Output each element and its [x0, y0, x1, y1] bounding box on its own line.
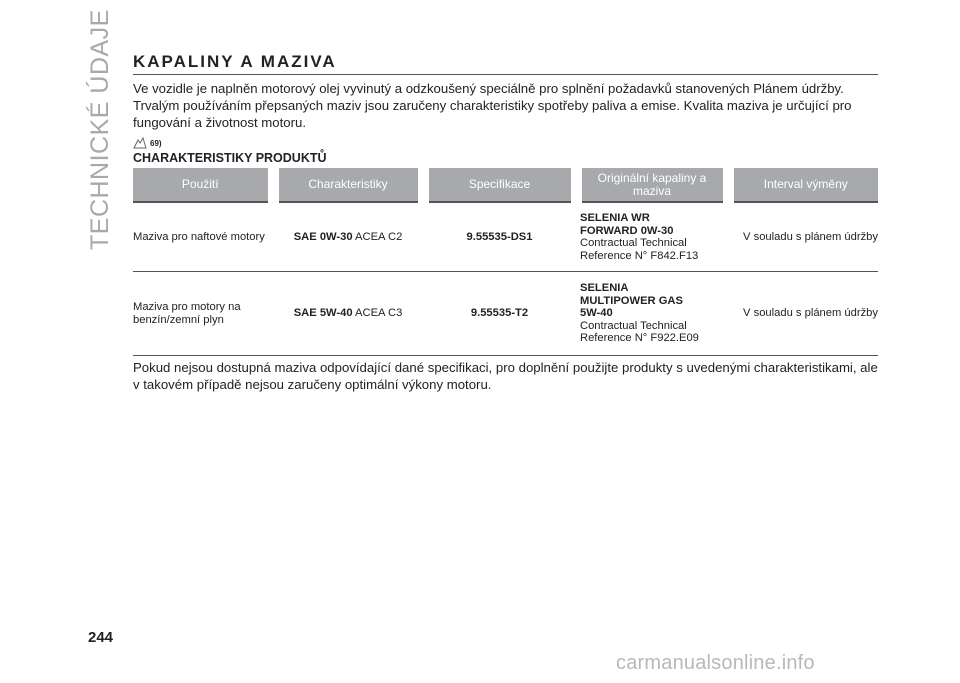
cell-original-fluid	[576, 272, 728, 356]
title-divider	[133, 74, 878, 75]
acea-class: ACEA C2	[352, 230, 403, 243]
note-paragraph: Pokud nejsou dostupná maziva odpovídající dané specifikaci, pro doplnění použijte produkty s uvedenými charakteristikami, ale v takovém případě nejsou zaručeny optimální výkony motoru.	[133, 360, 878, 392]
intro-paragraph: Ve vozidle je naplněn motorový olej vyvinutý a odzkoušený speciálně pro splnění požadavků stanovených Plánem údržby. Trvalým používáním přepsaných maziv jsou zaručeny charakteristiky spotřeby paliva a emise. Kvalita maziva je určující pro fungování a životnost motoru.	[133, 81, 852, 130]
cell-characteristics	[273, 202, 423, 272]
table-header-row	[133, 168, 878, 202]
acea-class: ACEA C3	[352, 307, 403, 320]
cell-specification: 9.55535-DS1	[423, 202, 576, 272]
fluid-name-line: 5W-40	[580, 307, 613, 320]
header-use: Použití	[133, 168, 273, 202]
page-title: KAPALINY A MAZIVA	[133, 52, 337, 71]
watermark: carmanualsonline.info	[616, 652, 815, 674]
fluid-reference: Contractual Technical Reference N° F842.F13	[580, 237, 699, 262]
header-specification: Specifikace	[423, 168, 576, 202]
warning-reference: 69)	[150, 139, 162, 148]
page-number: 244	[88, 629, 114, 646]
fluid-name-line: FORWARD 0W-30	[580, 224, 674, 237]
viscosity-grade: SAE 5W-40	[293, 307, 353, 320]
cell-specification: 9.55535-T2	[423, 272, 576, 356]
fluid-reference: Contractual Technical Reference N° F922.E09	[580, 319, 699, 345]
cell-characteristics	[273, 272, 423, 356]
table-row	[133, 202, 878, 272]
warning-hand-icon	[133, 136, 147, 148]
cell-original-fluid	[576, 202, 728, 272]
cell-use: Maziva pro naftové motory	[133, 202, 273, 272]
header-change-interval: Interval výměny	[728, 168, 878, 202]
fluid-name-line: SELENIA	[580, 282, 629, 295]
viscosity-grade: SAE 0W-30	[293, 230, 353, 243]
table-subtitle: CHARAKTERISTIKY PRODUKTŮ	[133, 151, 327, 165]
header-original-fluids: Originální kapaliny a maziva	[576, 168, 728, 202]
fluids-table	[133, 168, 878, 356]
cell-use: Maziva pro motory na benzín/zemní plyn	[133, 272, 273, 356]
table-row	[133, 272, 878, 356]
fluid-name-line: MULTIPOWER GAS	[580, 294, 683, 307]
header-characteristics: Charakteristiky	[273, 168, 423, 202]
section-side-title: TECHNICKÉ ÚDAJE	[86, 9, 114, 250]
fluid-name-line: SELENIA WR	[580, 212, 650, 224]
cell-interval: V souladu s plánem údržby	[728, 202, 878, 272]
warning-note	[133, 134, 878, 148]
page-content	[133, 52, 878, 393]
cell-interval: V souladu s plánem údržby	[728, 272, 878, 356]
